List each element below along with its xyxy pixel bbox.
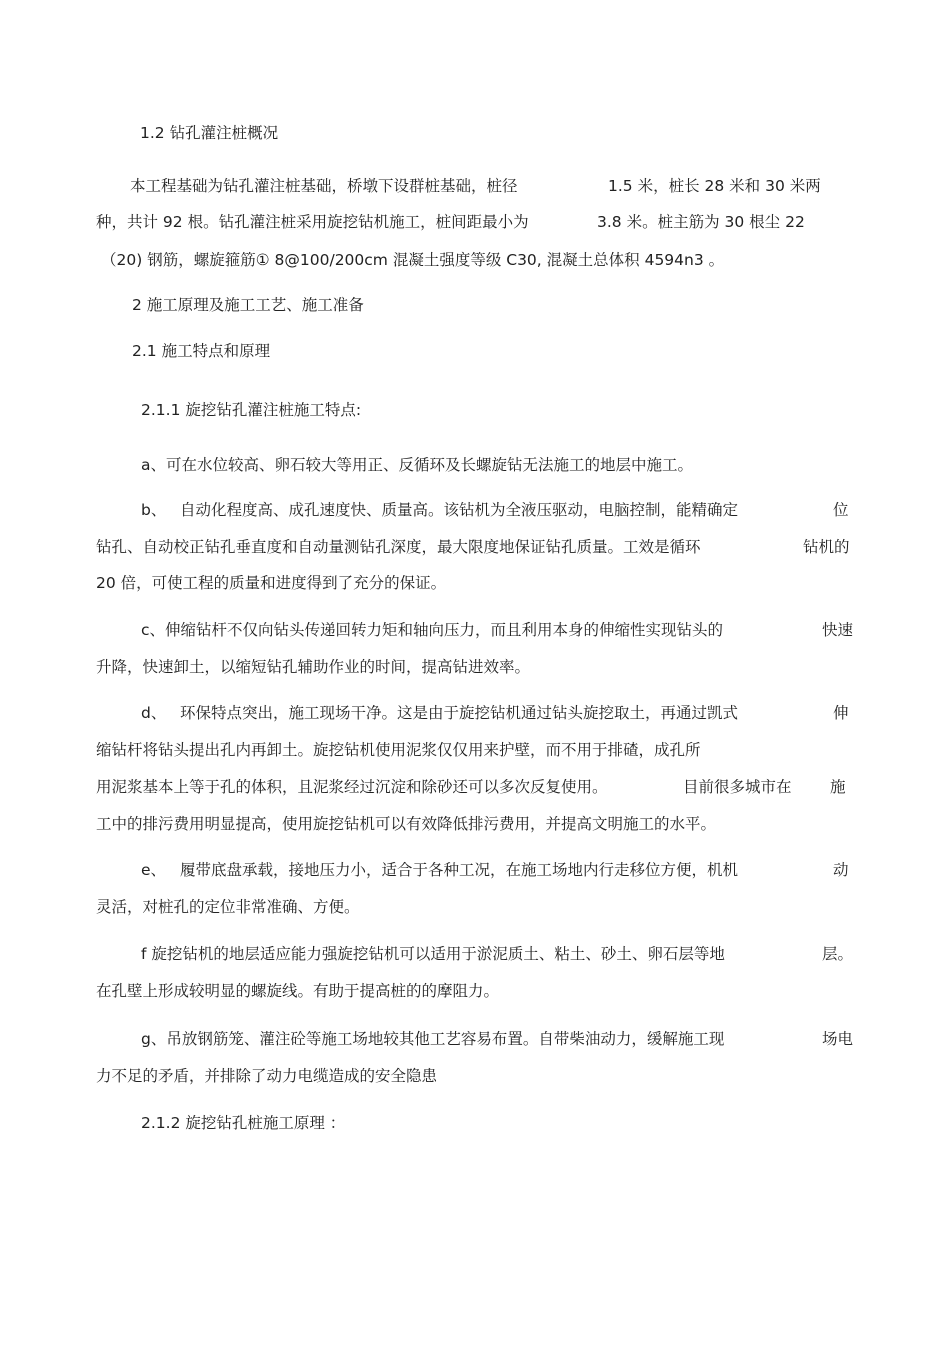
text-segment: 自动化程度高、成孔速度快、质量高。该钻机为全液压驱动，电脑控制，能精确定 bbox=[180, 501, 739, 519]
text-segment: 种，共计 92 根。钻孔灌注桩采用旋挖钻机施工，桩间距最小为 bbox=[96, 213, 529, 231]
text-segment: a、可在水位较高、卵石较大等用正、反循环及长螺旋钻无法施工的地层中施工。 bbox=[141, 456, 694, 474]
text-segment: 缩钻杆将钻头提出孔内再卸土。旋挖钻机使用泥浆仅仅用来护壁，而不用于排碴，成孔所 bbox=[96, 741, 701, 759]
text-segment: 3.8 米。桩主筋为 30 根尘 22 bbox=[597, 213, 805, 231]
text-segment: 工中的排污费用明显提高，使用旋挖钻机可以有效降低排污费用，并提高文明施工的水平。 bbox=[96, 815, 717, 833]
text-segment: 位 bbox=[833, 501, 849, 519]
text-segment: 钻机的 bbox=[803, 538, 850, 556]
text-segment: 目前很多城市在 bbox=[683, 778, 792, 796]
text-segment: 钻孔、自动校正钻孔垂直度和自动量测钻孔深度，最大限度地保证钻孔质量。工效是循环 bbox=[96, 538, 701, 556]
text-segment: 伸 bbox=[833, 704, 849, 722]
text-segment: 灵活，对桩孔的定位非常准确、方便。 bbox=[96, 898, 360, 916]
text-segment: 用泥浆基本上等于孔的体积，且泥浆经过沉淀和除砂还可以多次反复使用。 bbox=[96, 778, 608, 796]
text-segment: 1.5 米，桩长 28 米和 30 米两 bbox=[608, 177, 821, 195]
text-segment: 本工程基础为钻孔灌注桩基础，桥墩下设群桩基础，桩径 bbox=[130, 177, 518, 195]
text-segment: d、 bbox=[141, 704, 167, 722]
text-segment: 快速 bbox=[822, 621, 854, 639]
text-segment: b、 bbox=[141, 501, 167, 519]
text-segment: 层。 bbox=[822, 945, 854, 963]
text-segment: g、吊放钢筋笼、灌注砼等施工场地较其他工艺容易布置。自带柴油动力，缓解施工现 bbox=[141, 1030, 725, 1048]
text-segment: f 旋挖钻机的地层适应能力强旋挖钻机可以适用于淤泥质土、粘土、砂土、卵石层等地 bbox=[141, 945, 725, 963]
text-segment: 履带底盘承载，接地压力小，适合于各种工况，在施工场地内行走移位方便，机机 bbox=[180, 861, 739, 879]
text-segment: 在孔壁上形成较明显的螺旋线。有助于提高桩的的摩阻力。 bbox=[96, 982, 500, 1000]
text-segment: 环保特点突出，施工现场干净。这是由于旋挖钻机通过钻头旋挖取土，再通过凯式 bbox=[180, 704, 739, 722]
heading-text: 1.2 钻孔灌注桩概况 bbox=[140, 124, 279, 142]
heading-text: 2 施工原理及施工工艺、施工准备 bbox=[132, 296, 364, 314]
text-segment: （20) 钢筋，螺旋箍筋① 8@100/200cm 混凝土强度等级 C30, 混凝土总体积 4594n3 。 bbox=[101, 251, 725, 269]
text-segment: 20 倍，可使工程的质量和进度得到了充分的保证。 bbox=[96, 574, 447, 592]
text-segment: 施 bbox=[830, 778, 846, 796]
text-segment: 动 bbox=[833, 861, 849, 879]
text-segment: 升降，快速卸土，以缩短钻孔辅助作业的时间，提高钻进效率。 bbox=[96, 658, 531, 676]
text-segment: 力不足的矛盾，并排除了动力电缆造成的安全隐患 bbox=[96, 1067, 438, 1085]
text-segment: c、伸缩钻杆不仅向钻头传递回转力矩和轴向压力，而且利用本身的伸缩性实现钻头的 bbox=[141, 621, 724, 639]
text-segment: 场电 bbox=[822, 1030, 854, 1048]
text-segment: e、 bbox=[141, 861, 167, 879]
heading-text: 2.1 施工特点和原理 bbox=[132, 342, 271, 360]
heading-text: 2.1.1 旋挖钻孔灌注桩施工特点: bbox=[141, 401, 362, 419]
heading-text: 2.1.2 旋挖钻孔桩施工原理 ： bbox=[141, 1114, 346, 1132]
